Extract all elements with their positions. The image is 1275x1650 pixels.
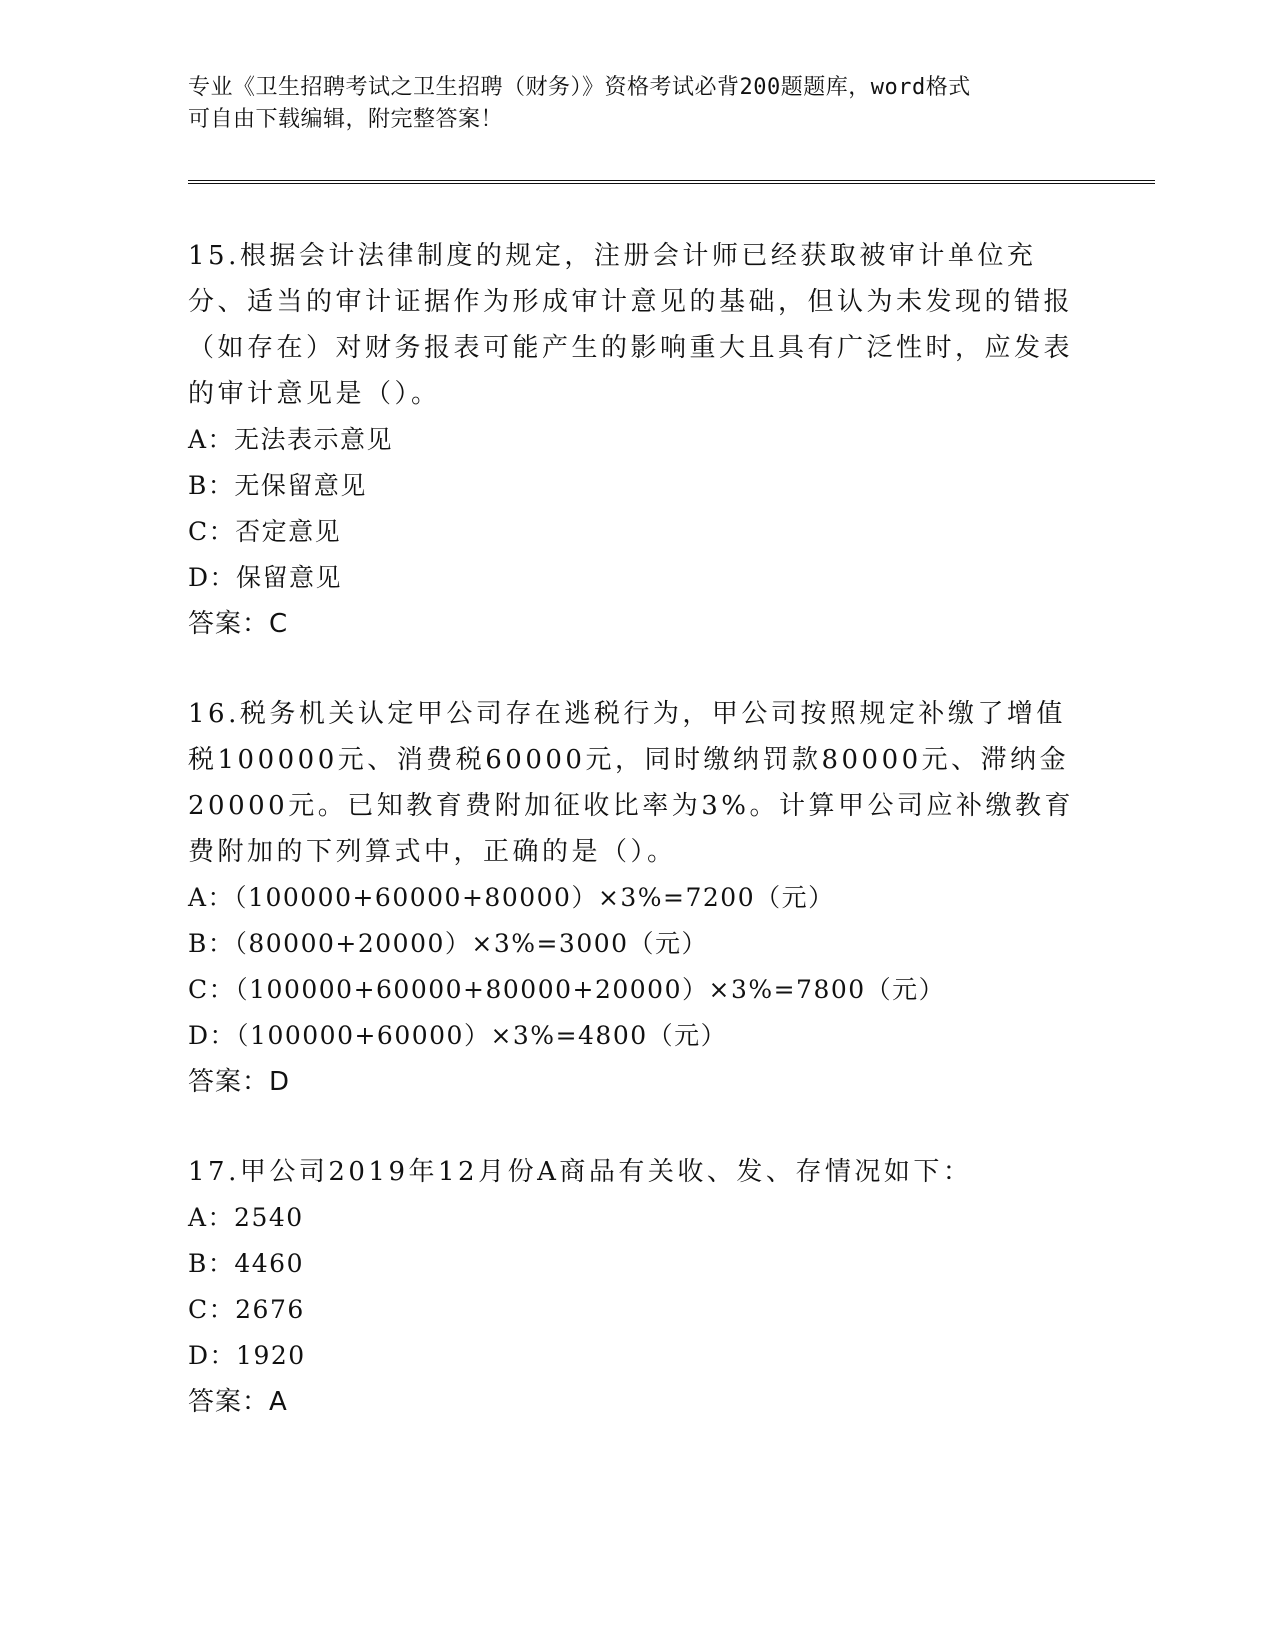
question-stem: 17.甲公司2019年12月份A商品有关收、发、存情况如下：: [188, 1157, 973, 1187]
answer-line: 答案：D: [188, 1067, 291, 1097]
option-a: A：（100000+60000+80000）×3%=7200（元）: [188, 883, 835, 912]
question-stem: 16.税务机关认定甲公司存在逃税行为，甲公司按照规定补缴了增值税100000元、消费税60000元，同时缴纳罚款80000元、滞纳金20000元。已知教育费附加征收比率为3%。计算甲公司应补缴教育费附加的下列算式中，正确的是（）。: [188, 699, 1074, 867]
answer-line: 答案：C: [188, 609, 289, 639]
header-title-line-1: 专业《卫生招聘考试之卫生招聘（财务）》资格考试必背200题题库，word格式: [188, 75, 971, 100]
page-header: [188, 72, 1068, 136]
question-stem: 15.根据会计法律制度的规定，注册会计师已经获取被审计单位充分、适当的审计证据作为形成审计意见的基础，但认为未发现的错报（如存在）对财务报表可能产生的影响重大且具有广泛性时，应发表的审计意见是（）。: [188, 241, 1074, 409]
option-d: D：1920: [188, 1341, 306, 1370]
option-c: C：2676: [188, 1295, 305, 1324]
option-b: B：4460: [188, 1249, 304, 1278]
option-c: C：否定意见: [188, 517, 342, 546]
option-b: B：无保留意见: [188, 471, 367, 500]
option-a: A：无法表示意见: [188, 425, 394, 454]
option-b: B：（80000+20000）×3%=3000（元）: [188, 929, 709, 958]
question-15: [188, 233, 1088, 647]
question-list: [188, 233, 1088, 1469]
answer-line: 答案：A: [188, 1387, 288, 1417]
option-a: A：2540: [188, 1203, 304, 1232]
question-17: [188, 1149, 1088, 1425]
header-divider: [188, 180, 1155, 184]
option-d: D：保留意见: [188, 563, 343, 592]
question-16: [188, 691, 1088, 1105]
option-c: C：（100000+60000+80000+20000）×3%=7800（元）: [188, 975, 946, 1004]
header-title-line-2: 可自由下载编辑，附完整答案！: [188, 107, 504, 132]
option-d: D：（100000+60000）×3%=4800（元）: [188, 1021, 728, 1050]
